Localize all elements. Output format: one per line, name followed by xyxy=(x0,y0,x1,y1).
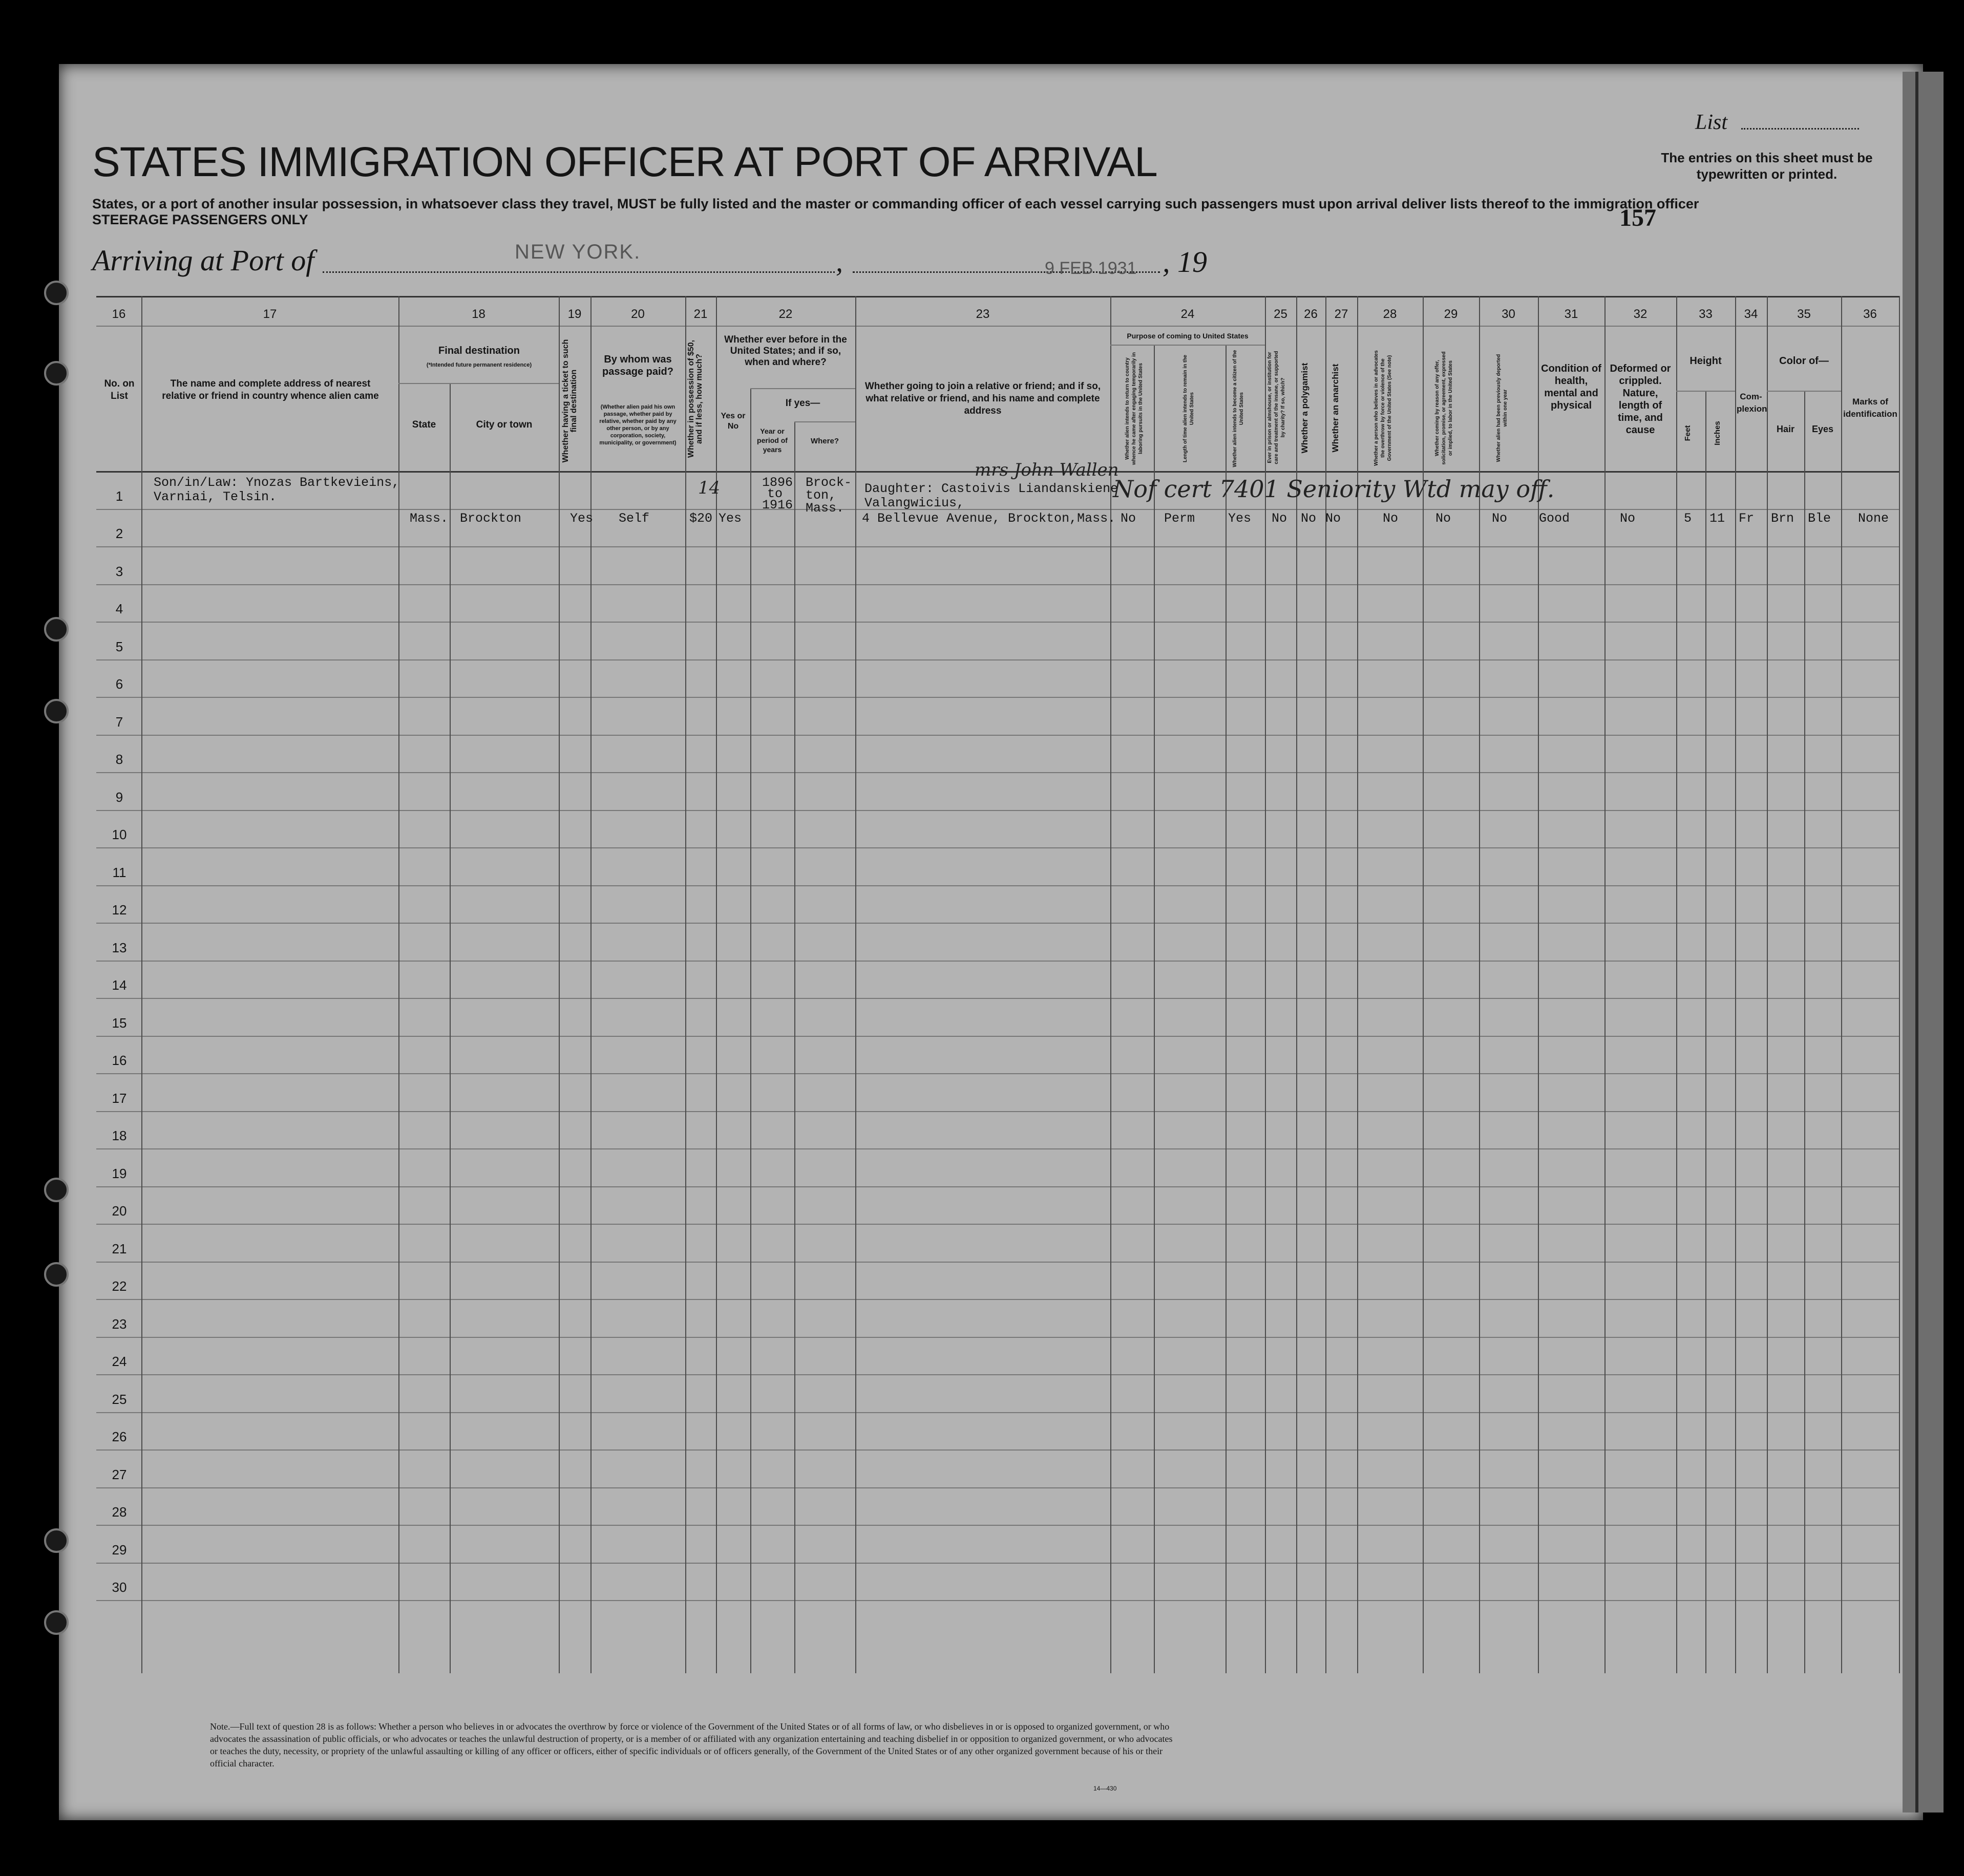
page-title: STATES IMMIGRATION OFFICER AT PORT OF ARRIVAL xyxy=(92,139,1157,185)
inches-value: 11 xyxy=(1709,511,1725,526)
row-number: 9 xyxy=(115,790,123,805)
row-rule xyxy=(96,1449,1899,1451)
header-color: Color of— xyxy=(1779,355,1829,367)
col-number: 29 xyxy=(1444,307,1458,321)
col-number: 20 xyxy=(631,307,645,321)
row-rule xyxy=(96,1600,1899,1601)
row-number: 5 xyxy=(115,639,123,654)
row-number: 14 xyxy=(112,977,127,993)
sheet-number: 157 xyxy=(1619,204,1656,231)
header-marks: Marks of identification xyxy=(1843,397,1897,419)
header-years: Year or period of years xyxy=(757,427,788,454)
header-where: Where? xyxy=(810,437,839,445)
deported-value: No xyxy=(1492,511,1508,526)
row-number: 13 xyxy=(112,940,127,955)
hair-value: Brn xyxy=(1771,511,1794,526)
row-number: 17 xyxy=(112,1091,127,1106)
header-inches: Inches xyxy=(1713,421,1722,445)
year-prefix: , 19 xyxy=(1163,245,1207,279)
punch-hole xyxy=(44,699,69,723)
header-final-destination: Final destination xyxy=(438,345,520,356)
row-rule xyxy=(96,546,1899,547)
handwritten-annotation: Nof cert 7401 Seniority Wtd may off. xyxy=(1113,475,1555,503)
row-rule xyxy=(96,923,1899,924)
row-number: 2 xyxy=(115,526,123,541)
health-value: Good xyxy=(1539,511,1570,526)
col-number: 34 xyxy=(1744,307,1758,321)
col-number: 30 xyxy=(1502,307,1515,321)
port-line xyxy=(323,271,835,273)
col-number: 36 xyxy=(1863,307,1877,321)
col-rule xyxy=(855,296,856,1673)
header-health: Condition of health, mental and physical xyxy=(1541,363,1601,411)
col-rule xyxy=(1767,296,1768,1673)
row-rule xyxy=(96,1525,1899,1526)
header-final-destination-sub: (*Intended future permanent residence) xyxy=(426,362,532,368)
col-number: 24 xyxy=(1180,307,1195,321)
punch-hole xyxy=(44,281,69,305)
row-rule xyxy=(96,1563,1899,1564)
complexion-value: Fr xyxy=(1739,511,1755,526)
marks-value: None xyxy=(1858,511,1889,526)
relative-address-line2: Varniai, Telsin. xyxy=(154,489,277,504)
row-rule xyxy=(96,1036,1899,1037)
header-if-yes: If yes— xyxy=(785,398,820,409)
row-rule xyxy=(96,1374,1899,1375)
col-rule xyxy=(1154,345,1155,1673)
col-number: 23 xyxy=(976,307,990,321)
row-number: 4 xyxy=(115,601,123,616)
header-deported: Whether alien had been previously deported within one year xyxy=(1496,354,1508,462)
before-us-value: Yes xyxy=(719,511,742,526)
row-number: 20 xyxy=(112,1203,127,1219)
header-anarchist: Whether an anarchist xyxy=(1331,364,1340,453)
dest-state: Mass. xyxy=(410,511,449,526)
col-rule xyxy=(1676,296,1677,1673)
header-ticket: Whether having a ticket to such final destination xyxy=(561,339,578,463)
punch-hole xyxy=(44,617,69,642)
punch-hole xyxy=(44,1528,69,1553)
ticket-value: Yes xyxy=(570,511,594,526)
header-length-stay: Length of time alien intends to remain in the United States xyxy=(1182,355,1195,463)
header-purpose: Purpose of coming to United States xyxy=(1127,332,1249,340)
instructions-text: States, or a port of another insular possession, in whatsoever class they travel, MUST be fully listed and the master or commanding officer of each vessel carrying such passengers must upon arrival deliver lists thereof to the immigration officer xyxy=(92,196,1699,211)
header-city: City or town xyxy=(476,419,533,430)
row-rule xyxy=(96,961,1899,962)
header-prison: Ever in prison or almshouse, or institution for care and treatment of the insane, or supported by charity? If so, which? xyxy=(1267,351,1286,464)
header-join-relative: Whether going to join a relative or friend; and if so, what relative or friend, and his name and complete address xyxy=(864,381,1101,416)
overthrow-value: No xyxy=(1383,511,1399,526)
row-number: 18 xyxy=(112,1128,127,1143)
col-rule xyxy=(1226,345,1227,1673)
row-rule xyxy=(96,998,1899,999)
row-number: 28 xyxy=(112,1504,127,1520)
col-rule xyxy=(685,296,686,1673)
join-line2: Valangwicius, xyxy=(864,496,965,510)
row-rule xyxy=(96,810,1899,811)
dest-city: Brockton xyxy=(460,511,522,526)
punch-hole xyxy=(44,1262,69,1287)
row-rule xyxy=(96,622,1899,623)
row-rule xyxy=(96,1073,1899,1074)
row-number: 24 xyxy=(112,1354,127,1369)
header-yes-no: Yes or No xyxy=(721,412,746,431)
header-return-country: Whether alien intends to return to country whence he came after engaging temporarily in laboring pursuits in the United States xyxy=(1125,352,1144,465)
col-rule xyxy=(794,421,795,1673)
header-citizen: Whether alien intends to become a citizen of the United States xyxy=(1232,350,1244,467)
years-c: 1916 xyxy=(762,498,793,513)
row-rule xyxy=(96,1148,1899,1149)
port-stamp: NEW YORK. xyxy=(515,241,641,263)
page-edge-shadow xyxy=(1915,72,1918,1813)
punch-hole xyxy=(44,361,69,386)
row-number: 7 xyxy=(115,714,123,730)
header-polygamist: Whether a polygamist xyxy=(1300,363,1310,454)
row-number: 10 xyxy=(112,827,127,842)
header-relative-address: The name and complete address of nearest relative or friend in country whence alien came xyxy=(162,378,379,401)
row-rule xyxy=(96,1299,1899,1300)
col-number: 21 xyxy=(693,307,708,321)
col-rule xyxy=(1841,296,1842,1673)
eyes-value: Ble xyxy=(1808,511,1831,526)
row-number: 15 xyxy=(112,1015,127,1031)
row-rule xyxy=(96,697,1899,698)
anarchist-value: No xyxy=(1325,511,1341,526)
row-rule xyxy=(96,735,1899,736)
row-number: 11 xyxy=(112,865,126,880)
row-number: 26 xyxy=(112,1429,127,1444)
row-rule xyxy=(96,885,1899,886)
prison-value: No xyxy=(1272,511,1287,526)
row-rule xyxy=(96,584,1899,585)
header-hair: Hair xyxy=(1776,424,1794,434)
col-number: 32 xyxy=(1633,307,1648,321)
punch-hole xyxy=(44,1610,69,1635)
header-passage-paid: By whom was passage paid? xyxy=(602,354,673,377)
row-rule xyxy=(96,1337,1899,1338)
column-number-rule xyxy=(96,326,1899,327)
entries-note: The entries on this sheet must be typewritten or printed. xyxy=(1661,150,1873,182)
arriving-label: Arriving at Port of xyxy=(92,244,314,277)
header-list-no: No. on List xyxy=(104,378,135,401)
passenger-class: STEERAGE PASSENGERS ONLY xyxy=(92,212,308,227)
col-number: 16 xyxy=(112,307,126,321)
col-rule xyxy=(1735,296,1736,1673)
row-rule xyxy=(96,1262,1899,1263)
row-rule xyxy=(96,1412,1899,1413)
header-before-us: Whether ever before in the United States; and if so, when and where? xyxy=(724,334,847,368)
punch-hole xyxy=(44,1178,69,1202)
col-number: 28 xyxy=(1383,307,1397,321)
join-handwritten: mrs John Wallen xyxy=(975,460,1119,480)
labor-offer-value: No xyxy=(1435,511,1451,526)
row-number: 22 xyxy=(112,1278,127,1294)
row-number: 27 xyxy=(112,1467,127,1482)
comma: , xyxy=(836,246,843,278)
page-edge xyxy=(1903,72,1944,1813)
footnote: Note.—Full text of question 28 is as follows: Whether a person who believes in or advocates the overthrow by force or violence of the Government of the United States or of all forms of law, or who disbelieves in or is opposed to organized government, or who advocates the assassination of public officials, or who advocates or teaches the unlawful destruction of property, or is a member of or affiliated with any organization entertaining and teaching disbelief in or opposition to organized government, or who advocates or teaches the duty, necessity, or propriety of the unlawful assaulting or killing of any officer or officers, either of specific individuals or of officers generally, of the Government of the United States or of any other organized government because of his or their official character. xyxy=(210,1721,1173,1768)
header-passage-paid-sub: (Whether alien paid his own passage, whether paid by relative, whether paid by any other person, or by any corporation, society, municipality, or government) xyxy=(599,404,677,446)
row-rule xyxy=(96,659,1899,660)
header-complexion: Com-plexion xyxy=(1737,392,1767,414)
where-a: Brock- xyxy=(806,475,852,490)
list-line xyxy=(1741,128,1859,130)
col-rule xyxy=(450,383,451,1673)
return-country-value: No xyxy=(1121,511,1136,526)
deformed-value: No xyxy=(1620,511,1636,526)
relative-address-line1: Son/in/Law: Ynozas Bartkevieins, xyxy=(154,475,400,490)
row-number: 19 xyxy=(112,1166,127,1181)
header-deformed: Deformed or crippled. Nature, length of time, and cause xyxy=(1610,363,1671,436)
money-handwritten: 14 xyxy=(698,478,721,498)
years-b: to xyxy=(767,486,783,501)
col-number: 33 xyxy=(1699,307,1713,321)
row-rule xyxy=(96,1487,1899,1488)
col-number: 22 xyxy=(778,307,793,321)
col-rule xyxy=(559,296,560,1673)
where-c: Mass. xyxy=(806,501,844,516)
row-rule xyxy=(96,1186,1899,1187)
row-rule xyxy=(96,847,1899,848)
header-feet: Feet xyxy=(1683,425,1692,441)
col-rule xyxy=(1604,296,1606,1673)
col-rule xyxy=(716,296,717,1673)
row-number: 25 xyxy=(112,1392,127,1407)
length-stay-value: Perm xyxy=(1164,511,1195,526)
row-number: 29 xyxy=(112,1542,127,1558)
row-number: 8 xyxy=(115,752,123,767)
manifest-table xyxy=(96,296,1899,1673)
form-number: 14—430 xyxy=(1093,1785,1117,1792)
col-number: 26 xyxy=(1304,307,1318,321)
date-stamp: 9 FEB 1931 xyxy=(1045,259,1137,278)
col-number: 17 xyxy=(263,307,277,321)
money-value: $20 xyxy=(689,511,713,526)
header-labor-offer: Whether coming by reason of any offer, solicitation, promise, or agreement, expressed or implied, to labor in the United States xyxy=(1434,351,1453,465)
row-number: 3 xyxy=(115,564,123,579)
join-line3: 4 Bellevue Avenue, Brockton,Mass. xyxy=(862,511,1116,526)
col-number: 27 xyxy=(1334,307,1348,321)
col-rule xyxy=(1804,391,1805,1673)
where-b: ton, xyxy=(806,488,837,503)
col-rule xyxy=(750,388,751,1673)
row-number: 6 xyxy=(115,676,123,692)
header-height: Height xyxy=(1690,355,1722,367)
sub-rule xyxy=(750,388,855,389)
header-overthrow: Whether a person who believes in or advocates the overthrow by force or violence of the Government of the United States (See note) xyxy=(1374,350,1392,466)
years-a: 1896 xyxy=(762,475,793,490)
feet-value: 5 xyxy=(1684,511,1692,526)
col-number: 25 xyxy=(1274,307,1287,321)
row-rule xyxy=(96,1224,1899,1225)
col-number: 31 xyxy=(1564,307,1578,321)
col-number: 18 xyxy=(472,307,485,321)
row-rule xyxy=(96,1111,1899,1112)
citizen-value: Yes xyxy=(1228,511,1252,526)
sub-rule xyxy=(794,421,855,422)
col-rule xyxy=(398,296,399,1673)
header-state: State xyxy=(412,419,436,430)
col-number: 19 xyxy=(567,307,582,321)
col-rule xyxy=(1705,391,1706,1673)
col-rule xyxy=(1899,296,1900,1673)
row-number: 21 xyxy=(112,1241,127,1256)
sub-rule xyxy=(1767,391,1841,392)
polygamist-value: No xyxy=(1301,511,1317,526)
table-top-rule xyxy=(96,296,1899,297)
row-number: 12 xyxy=(112,902,127,918)
row-number: 1 xyxy=(115,488,123,504)
row-number: 16 xyxy=(112,1053,127,1068)
col-number: 35 xyxy=(1797,307,1811,321)
col-rule xyxy=(590,296,592,1673)
join-line1: Daughter: Castoivis Liandanskiene xyxy=(864,481,1118,496)
row-rule xyxy=(96,772,1899,773)
sub-rule xyxy=(1110,345,1265,346)
sub-rule xyxy=(398,383,559,384)
paid-by-value: Self xyxy=(619,511,650,526)
row-rule xyxy=(96,509,1899,510)
header-eyes: Eyes xyxy=(1811,424,1834,434)
row-number: 23 xyxy=(112,1316,127,1332)
sub-rule xyxy=(1676,391,1735,392)
col-rule xyxy=(1110,296,1111,1673)
list-label: List xyxy=(1695,111,1728,134)
row-number: 30 xyxy=(112,1580,127,1595)
header-money: Whether in possession of $50, and if less, how much? xyxy=(687,339,704,458)
